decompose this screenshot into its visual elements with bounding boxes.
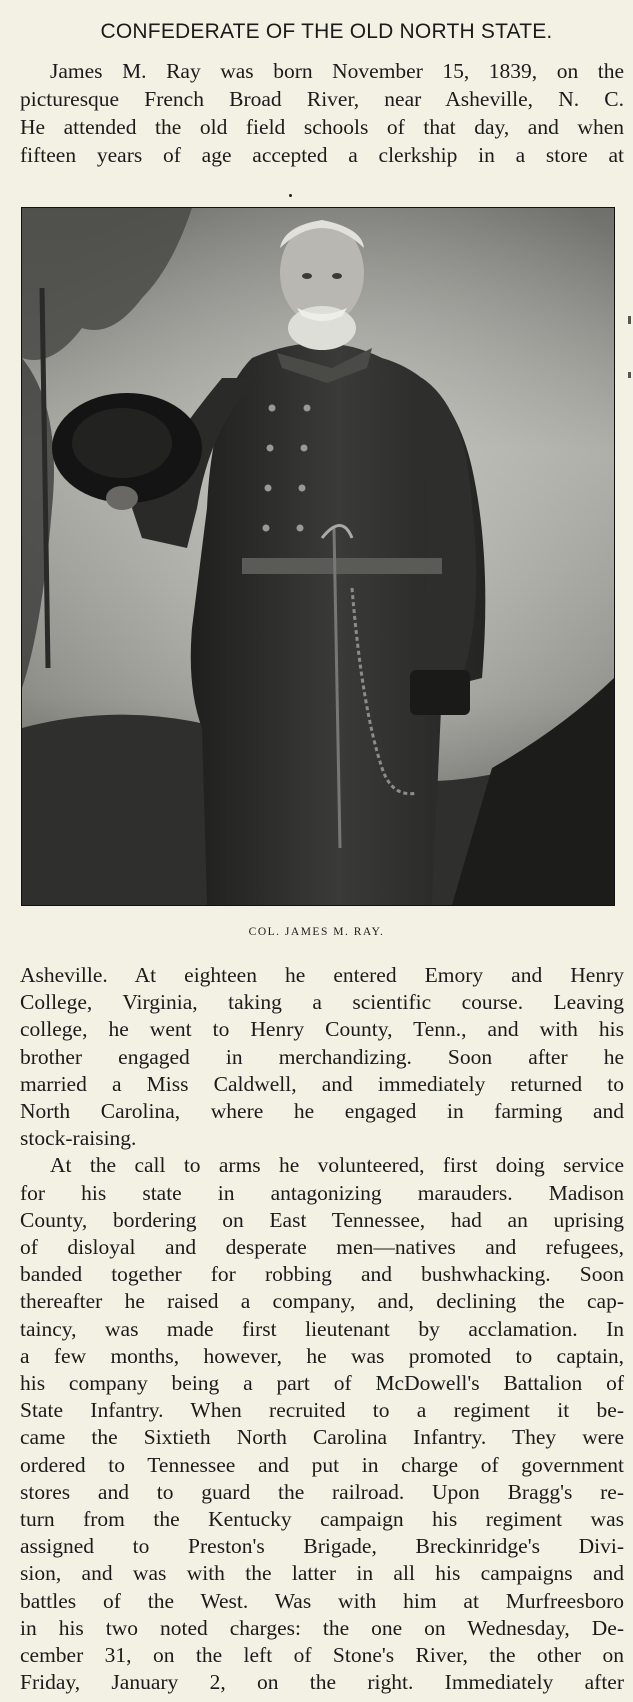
text-line: Asheville. At eighteen he entered Emory and Henry <box>20 963 624 987</box>
text-line: stores and to guard the railroad. Upon Bragg's re- <box>20 1479 624 1504</box>
text-line: a few months, however, he was promoted to captain, <box>20 1343 624 1368</box>
text-line: College, Virginia, taking a scientific course. Leaving <box>20 990 624 1015</box>
text-line: in his two noted charges: the one on Wednesday, De- <box>20 1615 624 1640</box>
margin-mark <box>628 372 631 378</box>
text-line: sion, and was with the latter in all his campaigns and <box>20 1561 624 1586</box>
text-line: James M. Ray was born November 15, 1839, on the <box>50 59 624 83</box>
text-line: thereafter he raised a company, and, declining the cap- <box>20 1289 624 1314</box>
portrait-illustration <box>22 208 614 905</box>
text-line: married a Miss Caldwell, and immediately returned to <box>20 1071 624 1096</box>
text-line: his company being a part of McDowell's Battalion of <box>20 1371 624 1396</box>
text-line: picturesque French Broad River, near Asheville, N. C. <box>20 87 624 111</box>
body-text <box>20 962 624 1696</box>
margin-mark <box>628 316 631 324</box>
text-line: State Infantry. When recruited to a regiment it be- <box>20 1398 624 1423</box>
text-line: taincy, was made first lieutenant by acclamation. In <box>20 1316 624 1341</box>
text-line: college, he went to Henry County, Tenn., and with his <box>20 1017 624 1042</box>
text-line: banded together for robbing and bushwhacking. Soon <box>20 1262 624 1287</box>
text-line: He attended the old field schools of that day, and when <box>20 115 624 139</box>
text-line: turn from the Kentucky campaign his regiment was <box>20 1507 624 1532</box>
text-line: brother engaged in merchandizing. Soon after he <box>20 1044 624 1069</box>
text-line: assigned to Preston's Brigade, Breckinridge's Divi- <box>20 1534 624 1559</box>
text-line: for his state in antagonizing marauders. Madison <box>20 1180 624 1205</box>
photo-caption: COL. JAMES M. RAY. <box>248 926 385 938</box>
text-line: County, bordering on East Tennessee, had an uprising <box>20 1207 624 1232</box>
text-line: fifteen years of age accepted a clerkship in a store at <box>20 143 624 167</box>
portrait-photo <box>21 207 615 906</box>
text-line: of disloyal and desperate men—natives and refugees, <box>20 1235 624 1260</box>
text-line: cember 31, on the left of Stone's River, the other on <box>20 1643 624 1668</box>
text-line: battles of the West. Was with him at Murfreesboro <box>20 1588 624 1613</box>
text-line: ordered to Tennessee and put in charge of government <box>20 1452 624 1477</box>
text-line: came the Sixtieth North Carolina Infantry. They were <box>20 1425 624 1450</box>
text-line: stock-raising. <box>20 1126 137 1151</box>
text-line: North Carolina, where he engaged in farming and <box>20 1099 624 1124</box>
printer-mark <box>289 194 292 197</box>
page-heading: CONFEDERATE OF THE OLD NORTH STATE. <box>100 20 553 43</box>
intro-paragraph <box>20 57 624 169</box>
text-line: Friday, January 2, on the right. Immediately after <box>20 1670 624 1695</box>
text-line: At the call to arms he volunteered, first doing service <box>50 1153 624 1178</box>
